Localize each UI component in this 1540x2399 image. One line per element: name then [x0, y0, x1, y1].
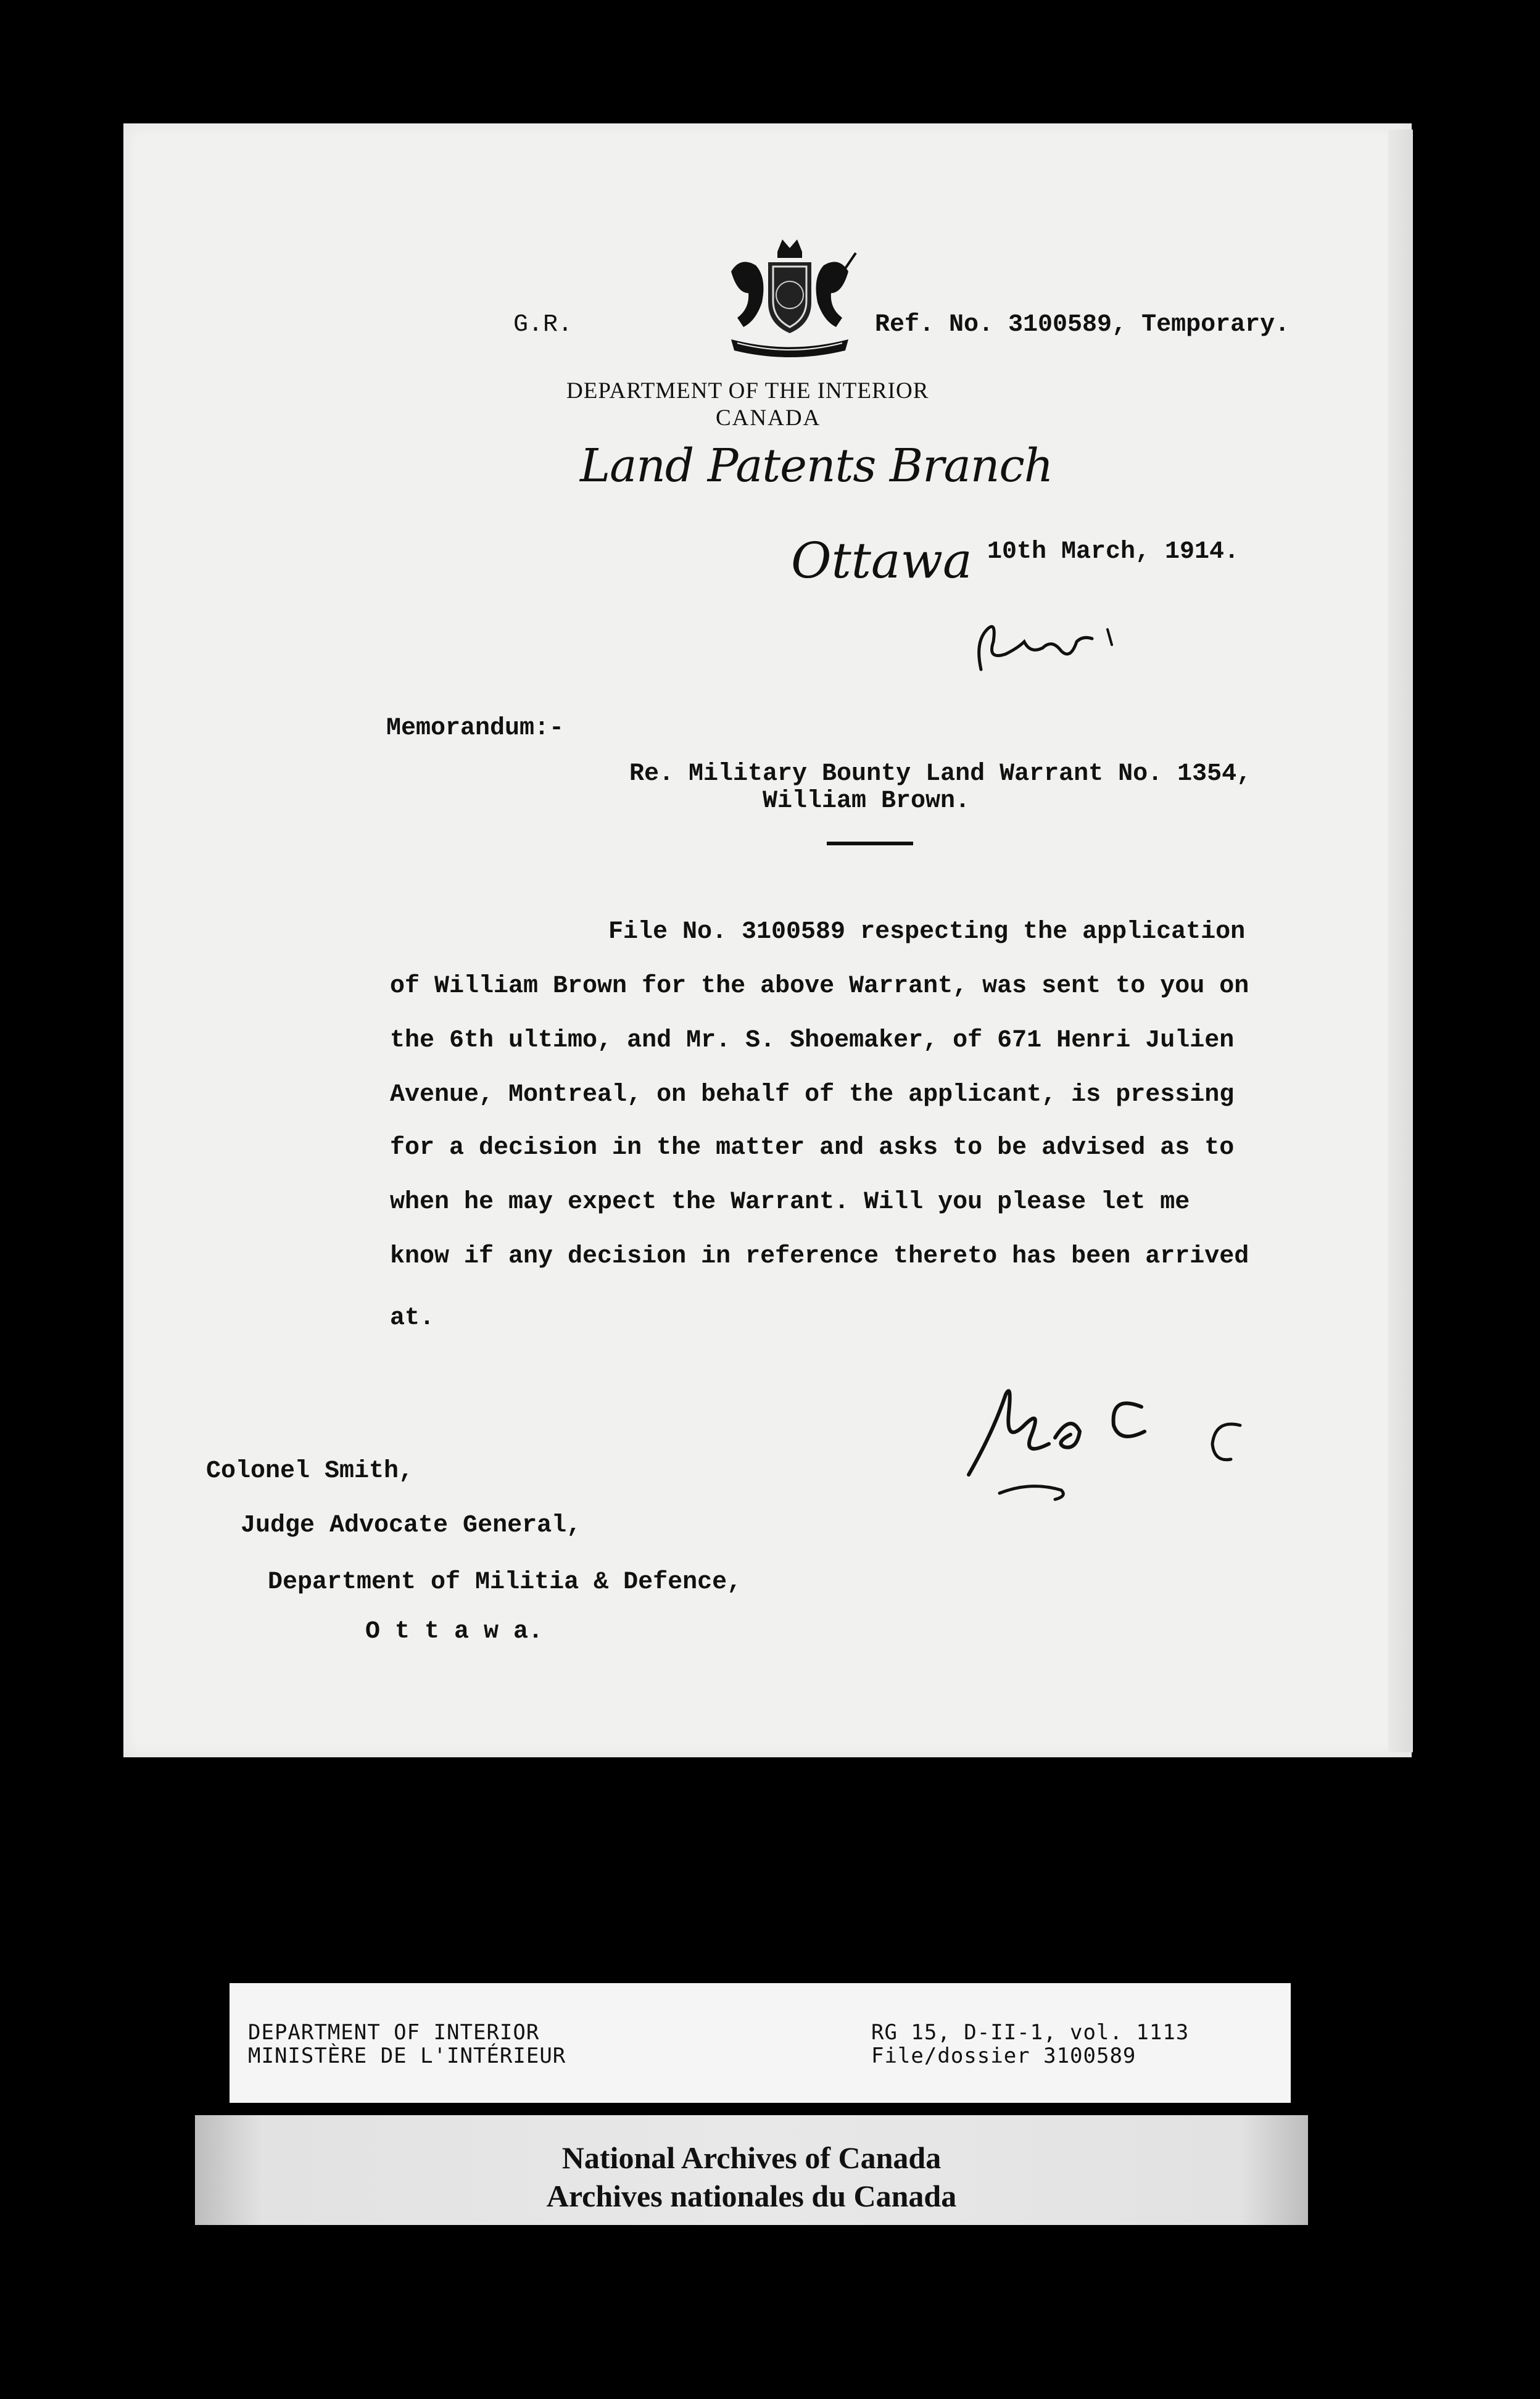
royal-coat-of-arms-icon [719, 234, 861, 358]
addressee-city: O t t a w a. [365, 1618, 544, 1646]
archive-reference-label [230, 1983, 1291, 2103]
body-line-7: know if any decision in reference thereto has been arrived [390, 1243, 1249, 1270]
subject-line-1: Re. Military Bounty Land Warrant No. 1354, [629, 760, 1252, 788]
label-dept-french: MINISTÈRE DE L'INTÉRIEUR [248, 2044, 566, 2068]
body-line-2: of William Brown for the above Warrant, was sent to you on [390, 972, 1249, 1000]
addressee-department: Department of Militia & Defence, [268, 1568, 742, 1596]
subject-line-2: William Brown. [763, 787, 971, 815]
addressee-title: Judge Advocate General, [241, 1512, 582, 1539]
label-record-group: RG 15, D-II-1, vol. 1113 [871, 2020, 1190, 2045]
reference-number: Ref. No. 3100589, Temporary. [875, 311, 1290, 339]
national-archives-stamp [195, 2115, 1308, 2225]
city-name: Ottawa [791, 532, 972, 589]
body-line-1: File No. 3100589 respecting the application [608, 918, 1246, 946]
gr-mark: G.R. [513, 311, 573, 339]
addressee-name: Colonel Smith, [206, 1457, 414, 1485]
branch-name: Land Patents Branch [580, 439, 1053, 492]
body-line-4: Avenue, Montreal, on behalf of the applicant, is pressing [390, 1081, 1235, 1109]
stamp-french: Archives nationales du Canada [546, 2179, 957, 2213]
paper-edge [1388, 130, 1413, 1752]
sent-annotation [969, 617, 1129, 685]
body-line-5: for a decision in the matter and asks to be advised as to [390, 1134, 1235, 1162]
label-file-number: File/dossier 3100589 [871, 2044, 1136, 2068]
country-name: CANADA [716, 405, 821, 431]
subject-underline [827, 842, 913, 845]
stamp-english: National Archives of Canada [561, 2140, 942, 2175]
handwritten-initials [956, 1370, 1265, 1518]
memo-heading: Memorandum:- [386, 715, 565, 742]
body-line-3: the 6th ultimo, and Mr. S. Shoemaker, of 671 Henri Julien [390, 1027, 1235, 1054]
label-dept-english: DEPARTMENT OF INTERIOR [248, 2020, 540, 2045]
body-line-8: at. [390, 1304, 435, 1332]
letter-date: 10th March, 1914. [987, 538, 1240, 566]
body-line-6: when he may expect the Warrant. Will you please let me [390, 1188, 1190, 1216]
department-name: DEPARTMENT OF THE INTERIOR [566, 378, 929, 404]
